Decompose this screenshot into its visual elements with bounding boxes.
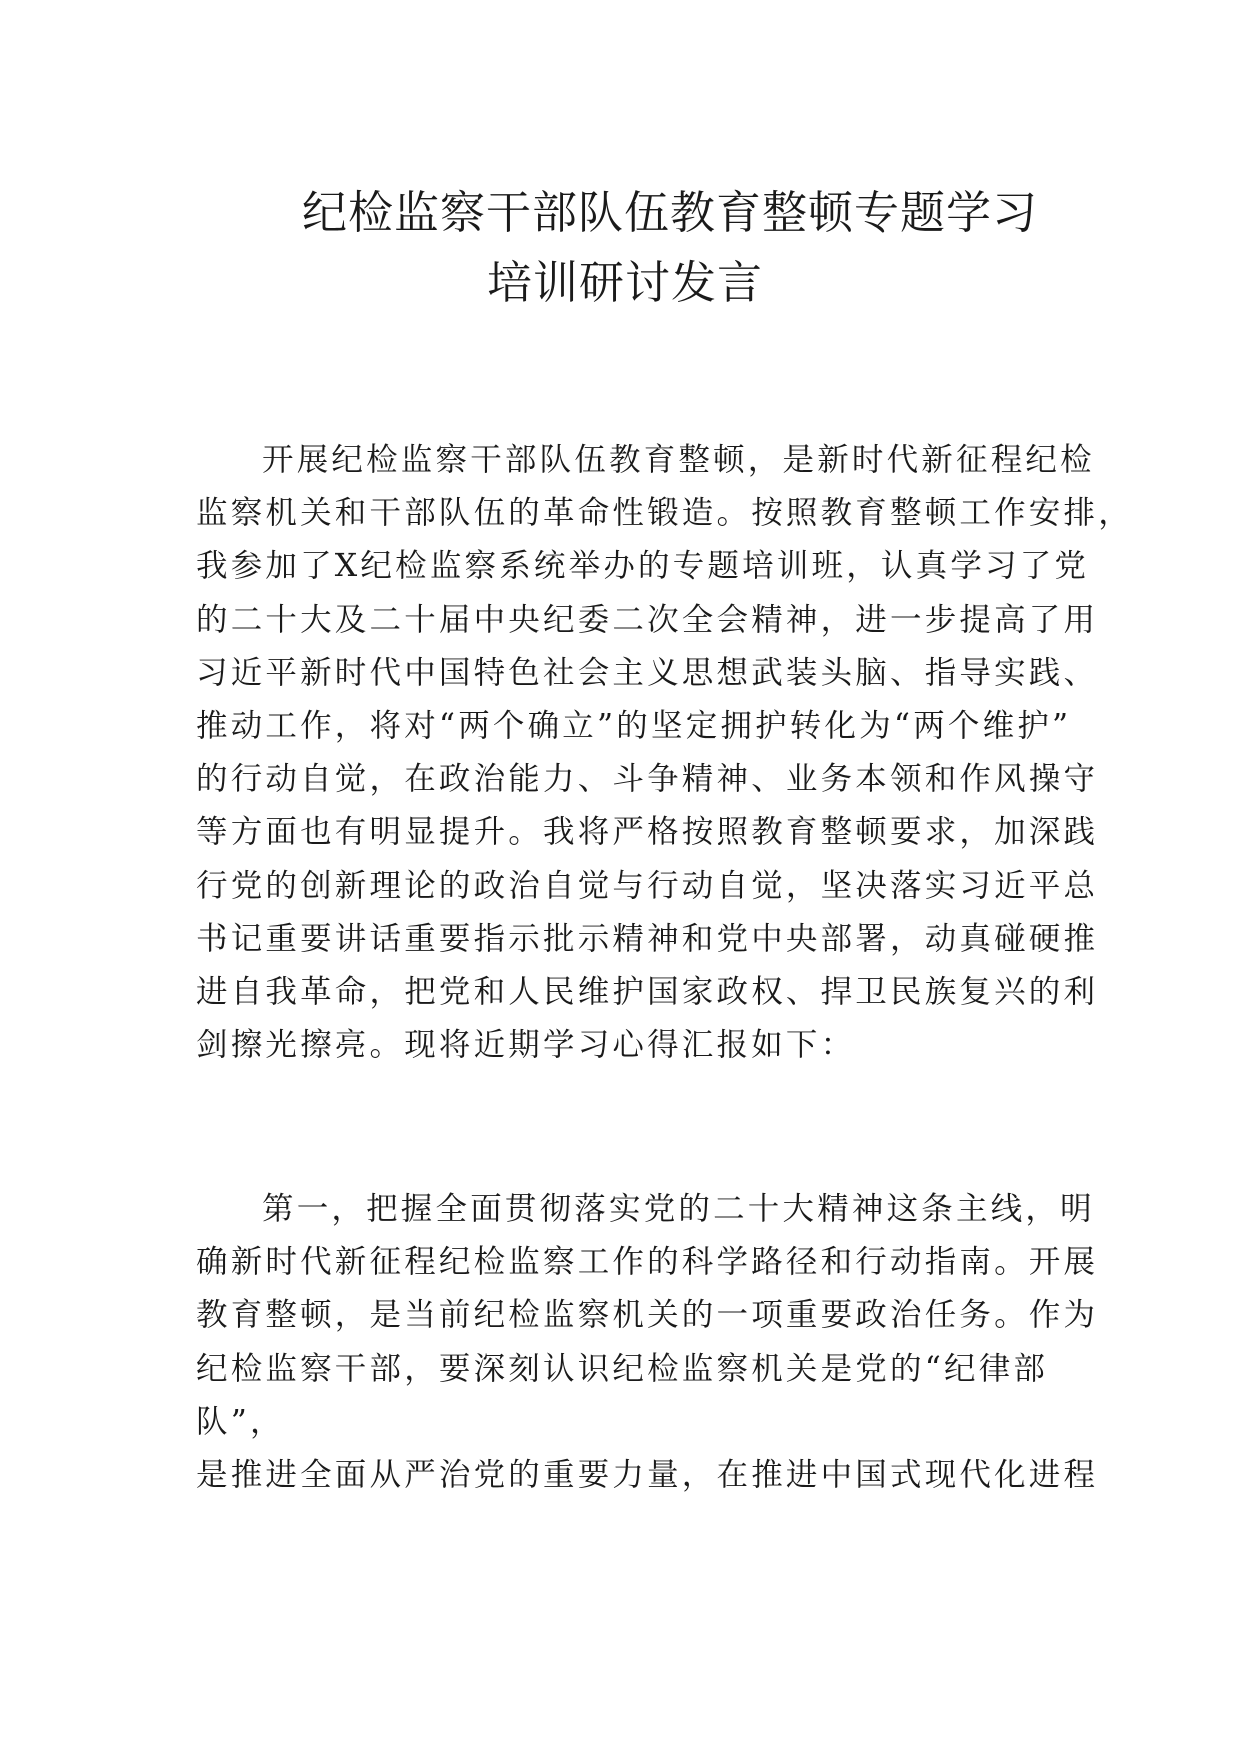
text-line: 我参加了X纪检监察系统举办的专题培训班，认真学习了党 — [196, 548, 1090, 585]
title-line-1: 纪检监察干部队伍教育整顿专题学习 — [302, 186, 1039, 239]
text-line: 的二十大及二十届中央纪委二次全会精神，进一步提高了用 — [196, 601, 1099, 638]
text-line: 教育整顿，是当前纪检监察机关的一项重要政治任务。作为 — [196, 1297, 1099, 1334]
text-line: 确新时代新征程纪检监察工作的科学路径和行动指南。开展 — [196, 1244, 1099, 1281]
text-line: 剑擦光擦亮。现将近期学习心得汇报如下： — [196, 1027, 856, 1064]
document-title — [0, 178, 1240, 318]
text-line: 进自我革命，把党和人民维护国家政权、捍卫民族复兴的利 — [196, 974, 1099, 1011]
text-line: 纪检监察干部，要深刻认识纪检监察机关是党的“纪律部 — [196, 1350, 1049, 1387]
title-line-2: 培训研讨发言 — [487, 256, 764, 309]
text-line: 书记重要讲话重要指示批示精神和党中央部署，动真碰硬推 — [196, 920, 1099, 957]
paragraph-first-point — [0, 1183, 1240, 1502]
text-line: 的行动自觉，在政治能力、斗争精神、业务本领和作风操守 — [196, 761, 1099, 798]
text-line: 开展纪检监察干部队伍教育整顿，是新时代新征程纪检 — [262, 442, 1095, 478]
text-line: 推动工作，将对“两个确立”的坚定拥护转化为“两个维护” — [196, 708, 1072, 745]
text-line: 行党的创新理论的政治自觉与行动自觉，坚决落实习近平总 — [196, 867, 1099, 904]
text-line: 监察机关和干部队伍的革命性锻造。按照教育整顿工作安排， — [196, 495, 1133, 532]
text-line: 习近平新时代中国特色社会主义思想武装头脑、指导实践、 — [196, 654, 1099, 691]
text-line: 等方面也有明显提升。我将严格按照教育整顿要求，加深践 — [196, 814, 1099, 851]
text-line: 第一，把握全面贯彻落实党的二十大精神这条主线，明 — [262, 1191, 1095, 1227]
text-line: 队”， — [196, 1403, 285, 1440]
text-line: 是推进全面从严治党的重要力量，在推进中国式现代化进程 — [196, 1457, 1099, 1494]
paragraph-intro — [0, 434, 1240, 1072]
